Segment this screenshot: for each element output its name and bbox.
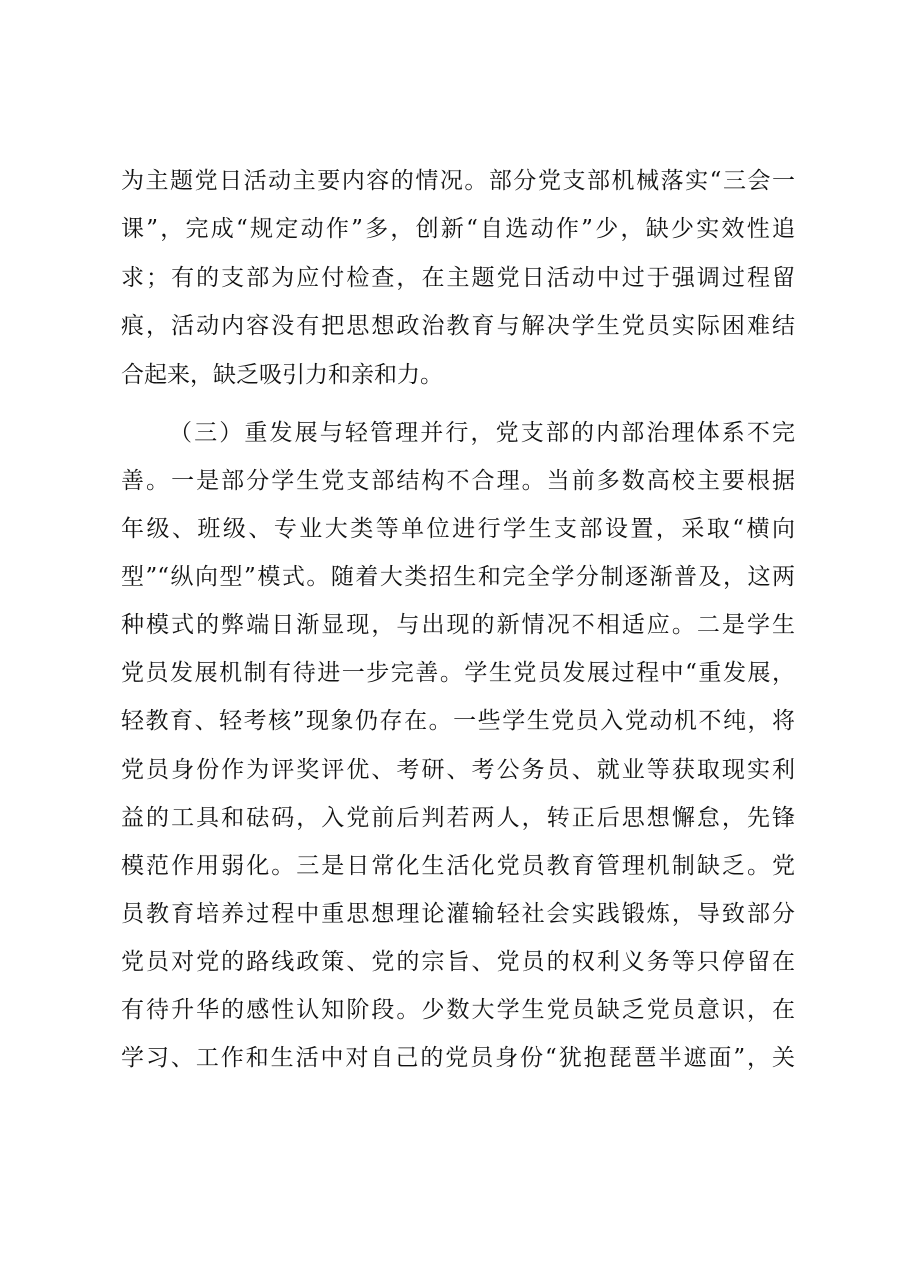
paragraph-line: 年级、班级、专业大类等单位进行学生支部设置，采取“横向 [121, 516, 795, 542]
paragraph-line: 种模式的弊端日渐显现，与出现的新情况不相适应。二是学生 [121, 612, 795, 638]
paragraph-line: 善。一是部分学生党支部结构不合理。当前多数高校主要根据 [121, 468, 795, 494]
paragraph-line: 模范作用弱化。三是日常化生活化党员教育管理机制缺乏。党 [121, 853, 795, 879]
paragraph-line: 党员身份作为评奖评优、考研、考公务员、就业等获取现实利 [121, 757, 795, 783]
paragraph-line: 轻教育、轻考核”现象仍存在。一些学生党员入党动机不纯，将 [121, 708, 795, 734]
paragraph-line: 有待升华的感性认知阶段。少数大学生党员缺乏党员意识，在 [121, 997, 795, 1023]
paragraph-line: 党员发展机制有待进一步完善。学生党员发展过程中“重发展， [121, 660, 795, 686]
paragraph-line: 痕，活动内容没有把思想政治教育与解决学生党员实际困难结 [121, 313, 795, 339]
paragraph-line: 益的工具和砝码，入党前后判若两人，转正后思想懈怠，先锋 [121, 805, 795, 831]
paragraph-line: 学习、工作和生活中对自己的党员身份“犹抱琵琶半遮面”，关 [121, 1045, 795, 1071]
paragraph-line: 为主题党日活动主要内容的情况。部分党支部机械落实“三会一 [121, 168, 795, 194]
paragraph-line: 课”，完成“规定动作”多，创新“自选动作”少，缺少实效性追 [121, 216, 795, 242]
section-heading-line: （三）重发展与轻管理并行，党支部的内部治理体系不完 [169, 420, 795, 446]
paragraph-line: 型”“纵向型”模式。随着大类招生和完全学分制逐渐普及，这两 [121, 564, 795, 590]
paragraph-line: 合起来，缺乏吸引力和亲和力。 [121, 362, 443, 388]
paragraph-line: 党员对党的路线政策、党的宗旨、党员的权利义务等只停留在 [121, 949, 795, 975]
paragraph-line: 求；有的支部为应付检查，在主题党日活动中过于强调过程留 [121, 265, 795, 291]
paragraph-line: 员教育培养过程中重思想理论灌输轻社会实践锻炼，导致部分 [121, 901, 795, 927]
